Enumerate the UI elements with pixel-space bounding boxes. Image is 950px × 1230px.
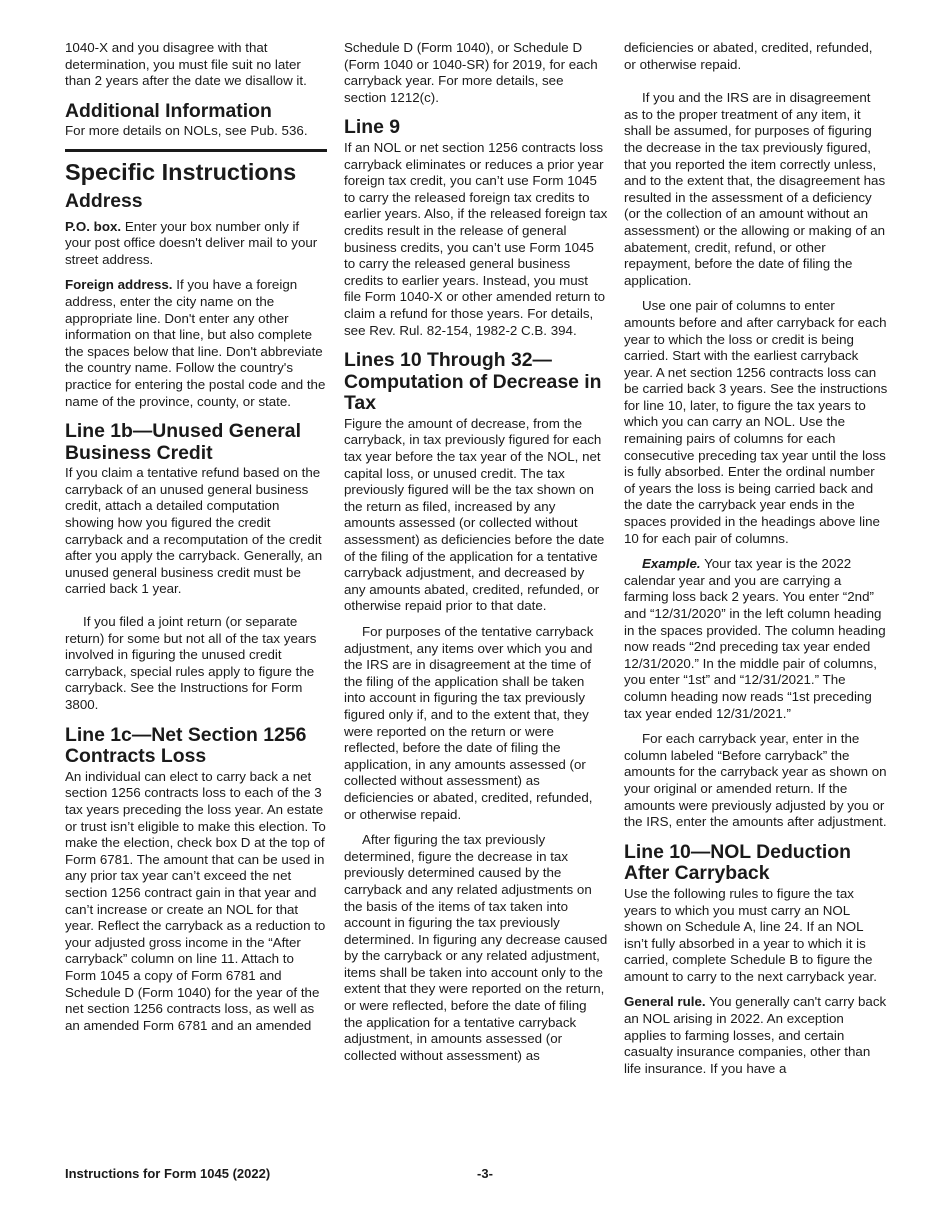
paragraph-text: Enter your box number only if your post office doesn't deliver mail to your street address. <box>65 218 318 267</box>
paragraph: For each carryback year, enter in the column labeled “Before carryback” the amounts for the carryback year as shown on your original or amended return. If the amounts were previously adjusted by you or the IRS, enter the amounts after adjustment. <box>624 731 887 830</box>
paragraph: Schedule D (Form 1040), or Schedule D (Form 1040 or 1040-SR) for 2019, for each carryback year. For more details, see section 1212(c). <box>344 40 598 105</box>
run-in-heading: P.O. box. <box>65 218 122 234</box>
paragraph: If an NOL or net section 1256 contracts loss carryback eliminates or reduces a prior year foreign tax credit, you can’t use Form 1045 to carry the released foreign tax credits to earlier years. Also, if the released foreign tax credits result in the release of general business credits, you can’t use Form 1045 to carry the released general business credits to earlier years. Instead, you must file Form 1040-X or other amended return to claim a refund for those years. For details, see Rev. Rul. 82-154, 1982-2 C.B. 394. <box>344 139 608 338</box>
paragraph-foreign-address <box>65 277 327 410</box>
run-in-heading: Example. <box>642 556 701 572</box>
paragraph-po-box <box>65 219 327 269</box>
footer-form-title: Instructions for Form 1045 (2022) <box>65 1166 271 1181</box>
heading-lines-10-through-32: Lines 10 Through 32—Computation of Decrease in Tax <box>344 349 602 415</box>
paragraph: For more details on NOLs, see Pub. 536. <box>65 123 308 139</box>
paragraph: If you filed a joint return (or separate return) for some but not all of the tax years involved in figuring the unused credit carryback, special rules apply to figure the carryback. See the Instructions for Form 3800. <box>65 614 317 712</box>
paragraph: Use one pair of columns to enter amounts before and after carryback for each year to which the loss or credit is being carried. Start with the earliest carryback year. A net section 1256 contracts loss can be carried back 3 years. See the instructions for line 10, later, to figure the tax years to which you can carry an NOL. Use the remaining pairs of columns for each consecutive preceding tax year until the loss is fully absorbed. Enter the ordinal number of years the loss is being carried back and the date the carryback year ends in the spaces provided in the headings above line 10 for each pair of columns. <box>624 298 888 546</box>
paragraph: Use the following rules to figure the tax years to which you must carry an NOL shown on Schedule A, line 24. If an NOL isn’t fully absorbed in a year to which it is carried, complete Schedule B to figure the amount to carry to the next carryback year. <box>624 885 877 984</box>
heading-address: Address <box>65 189 143 212</box>
paragraph: If you claim a tentative refund based on the carryback of an unused general business credit, attach a detailed computation showing how you figured the credit carryback and a recomputation of the credit after you apply the carryback. Generally, an unused general business credit must be carried back 1 year. <box>65 465 323 597</box>
paragraph: After figuring the tax previously determined, figure the decrease in tax previously determined caused by the carryback and any related adjustments on the basis of the items of tax taken into account in figuring the tax previously determined. In figuring any decrease caused by the carryback or any related adjustment, items shall be taken into account only to the extent that they were reported on the return, or were reflected, before the date of filing the application for a tentative carryback adjustment, in amounts assessed (or collected without assessment) as <box>344 832 608 1063</box>
page-number: -3- <box>477 1166 493 1181</box>
paragraph: Figure the amount of decrease, from the carryback, in tax previously figured for each tax year before the tax year of the NOL, net capital loss, or unused credit. The tax previously figured will be the tax shown on the return as filed, increased by any amounts assessed (or collected without assessment) as deficiencies before the date of the filing of the application for a tentative carryback adjustment, and decreased by any amounts abated, credited, refunded, or otherwise repaid prior to that date. <box>344 415 605 614</box>
column-2 <box>344 40 608 1073</box>
column-3 <box>624 40 888 1086</box>
heading-line-1b: Line 1b—Unused General Business Credit <box>65 420 301 464</box>
paragraph-text: You generally can't carry back an NOL arising in 2022. An exception applies to farming losses, and certain casualty insurance companies, other than life insurance. If you have a <box>624 994 887 1076</box>
paragraph: deficiencies or abated, credited, refunded, or otherwise repaid. <box>624 40 873 72</box>
heading-line-10: Line 10—NOL Deduction After Carryback <box>624 840 851 885</box>
run-in-heading: Foreign address. <box>65 277 173 293</box>
heading-additional-information: Additional Information <box>65 99 272 122</box>
paragraph: For purposes of the tentative carryback adjustment, any items over which you and the IRS are in disagreement at the time of the filing of the application shall be taken into account in figuring the tax previously figured only if, and to the extent that, they were reported on the return or were reflected, before the date of filing the application, in any amounts assessed (or collected without assessment) as deficiencies or abated, credited, refunded, or otherwise repaid. <box>344 624 594 822</box>
paragraph-text: If you have a foreign address, enter the city name on the appropriate line. Don't enter any other information on that line, but also complete the spaces below that line. Don't abbreviate the country name. Follow the country's practice for entering the postal code and the name of the province, county, or state. <box>65 277 326 409</box>
heading-line-1c: Line 1c—Net Section 1256 Contracts Loss <box>65 723 307 768</box>
paragraph-general-rule <box>624 994 888 1077</box>
paragraph: If you and the IRS are in disagreement as to the proper treatment of any item, it shall be assumed, for purposes of figuring the decrease in the tax previously figured, that you reported the item correctly unless, and to the extent that, the disagreement has resulted in the assessment of a deficiency (or the collection of an amount without an assessment) or the allowing or making of an abatement, credit, refund, or other repayment, before the date of filing the application. <box>624 90 886 288</box>
section-divider <box>65 149 327 152</box>
paragraph: An individual can elect to carry back a net section 1256 contracts loss to each of the 3 tax years preceding the loss year. An estate or trust isn’t eligible to make this election. To make the election, check box D at the top of Form 6781. The amount that can be used in any prior tax year can’t exceed the net section 1256 contract gain in that year and can’t increase or create an NOL for that year. Reflect the carryback as a reduction to your adjusted gross income in the “After carryback” column on line 11. Attach to Form 1045 a copy of Form 6781 and Schedule D (Form 1040) for the year of the net section 1256 contracts loss, as well as an amended Form 6781 and an amended <box>65 768 326 1033</box>
heading-specific-instructions: Specific Instructions <box>65 158 297 185</box>
column-1 <box>65 40 327 1043</box>
paragraph-example <box>624 556 888 722</box>
paragraph-text: Your tax year is the 2022 calendar year and you are carrying a farming loss back 2 years. You enter “2nd” and “12/31/2020” in the left column heading in the spaces provided. The column heading now reads “2nd preceding tax year ended 12/31/2020.” In the middle pair of columns, you enter “1st” and “12/31/2021.” The column heading now reads “1st preceding tax year ended 12/31/2021.” <box>624 556 886 721</box>
heading-line-9: Line 9 <box>344 116 401 139</box>
paragraph: 1040-X and you disagree with that determination, you must file suit no later than 2 years after the date we disallow it. <box>65 40 307 89</box>
run-in-heading: General rule. <box>624 994 706 1010</box>
